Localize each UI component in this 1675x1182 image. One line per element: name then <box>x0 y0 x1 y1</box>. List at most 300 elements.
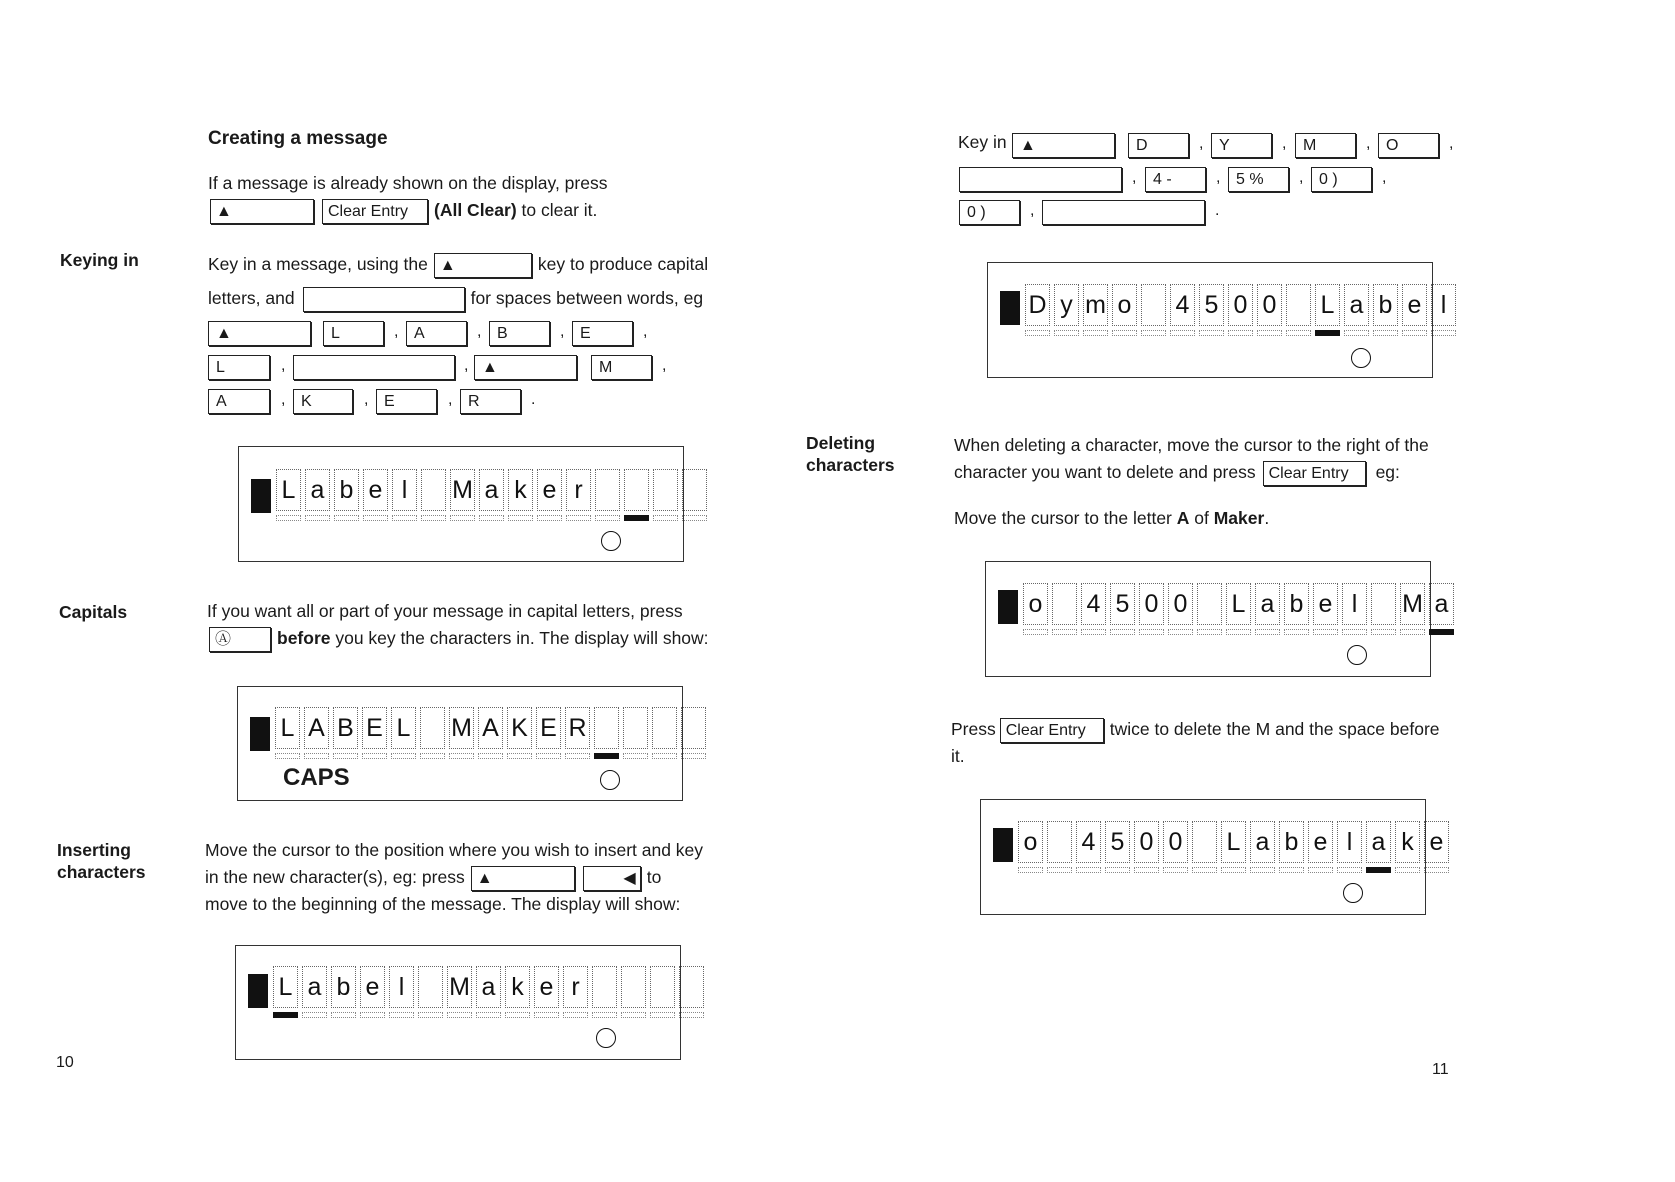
display-char <box>621 966 646 1008</box>
deleting-line1: When deleting a character, move the cursor to the right of the <box>954 435 1429 455</box>
cursor-slot <box>1110 629 1135 635</box>
lcd-display-1 <box>238 446 684 562</box>
cursor-row <box>275 753 706 759</box>
shift-key[interactable]: ▲ <box>434 253 532 278</box>
display-char: L <box>275 707 300 749</box>
cursor-slot <box>1141 330 1166 336</box>
cursor-slot <box>536 753 561 759</box>
cursor-slot <box>1250 867 1275 873</box>
circle-icon <box>596 1028 616 1048</box>
display-char: e <box>360 966 385 1008</box>
display-char <box>421 469 446 511</box>
seq-key-shift[interactable]: ▲ <box>1012 133 1115 158</box>
seq-key-o[interactable]: O <box>1378 133 1439 158</box>
cursor-slot <box>1047 867 1072 873</box>
display-char <box>1197 583 1222 625</box>
period: . <box>1215 202 1220 219</box>
cursor-slot <box>537 515 562 521</box>
deleting-heading-line2: characters <box>806 455 895 475</box>
seq-key-5[interactable]: 5 % <box>1228 167 1289 192</box>
cursor-row <box>1025 330 1456 336</box>
cursor-slot <box>1025 330 1050 336</box>
intro-text: If a message is already shown on the display, press <box>208 173 608 193</box>
display-char: b <box>1373 284 1398 326</box>
press-line <box>951 715 1440 744</box>
display-char: l <box>389 966 414 1008</box>
seq-key-y[interactable]: Y <box>1211 133 1272 158</box>
comma: , <box>477 323 482 340</box>
seq-key-e[interactable]: E <box>572 321 633 346</box>
display-char: l <box>1342 583 1367 625</box>
cursor-slot <box>592 1012 617 1018</box>
deleting-heading-line1: Deleting <box>806 433 876 453</box>
display-char: K <box>507 707 532 749</box>
cursor-slot <box>476 1012 501 1018</box>
cursor-slot <box>1344 330 1369 336</box>
cursor-slot <box>623 753 648 759</box>
cursor-slot <box>595 515 620 521</box>
display-char <box>653 469 678 511</box>
intro-suffix: to clear it. <box>516 200 598 220</box>
inserting-line2 <box>205 863 661 892</box>
display-char <box>595 469 620 511</box>
keying-in-heading: Keying in <box>60 250 139 270</box>
space-key[interactable] <box>303 287 465 312</box>
cursor-slot <box>276 515 301 521</box>
cursor-slot <box>1342 629 1367 635</box>
comma: , <box>364 391 369 408</box>
seq-key-0[interactable]: 0 ) <box>1311 167 1372 192</box>
display-char: 0 <box>1139 583 1164 625</box>
cursor-slot <box>1402 330 1427 336</box>
display-char: a <box>1344 284 1369 326</box>
display-char <box>679 966 704 1008</box>
cursor-slot <box>420 753 445 759</box>
cursor-slot <box>1076 867 1101 873</box>
clear-entry-key[interactable]: Clear Entry <box>1263 461 1366 486</box>
cursor-slot <box>1134 867 1159 873</box>
cursor-slot <box>392 515 417 521</box>
cursor-slot <box>1168 629 1193 635</box>
inserting-heading-line1: Inserting <box>57 840 131 860</box>
cursor-slot <box>478 753 503 759</box>
display-char: a <box>305 469 330 511</box>
cursor-slot <box>1163 867 1188 873</box>
period: . <box>531 391 536 408</box>
cursor-marker <box>1366 867 1391 873</box>
display-char: e <box>1308 821 1333 863</box>
display-char <box>418 966 443 1008</box>
seq-key-k[interactable]: K <box>293 389 353 414</box>
comma: , <box>662 357 667 374</box>
display-char: 0 <box>1163 821 1188 863</box>
display-char <box>624 469 649 511</box>
keying-line2 <box>208 284 703 313</box>
display-char: 5 <box>1199 284 1224 326</box>
deleting-line2-pre: character you want to delete and press <box>954 462 1256 482</box>
cursor-marker <box>594 753 619 759</box>
cursor-slot <box>1226 629 1251 635</box>
seq-key-e[interactable]: E <box>376 389 437 414</box>
keying-line1-post: key to produce capital <box>537 254 709 274</box>
cursor-row <box>273 1012 704 1018</box>
comma: , <box>1366 135 1371 152</box>
display-char: k <box>505 966 530 1008</box>
display-char <box>1286 284 1311 326</box>
comma: , <box>281 391 286 408</box>
seq-key-space[interactable] <box>293 355 455 380</box>
display-char <box>594 707 619 749</box>
keying-line1-pre: Key in a message, using the <box>208 254 428 274</box>
cursor-slot <box>389 1012 414 1018</box>
display-char: M <box>1400 583 1425 625</box>
cursor-slot <box>1284 629 1309 635</box>
all-clear-label: (All Clear) <box>434 200 517 220</box>
cursor-slot <box>1424 867 1449 873</box>
display-char: B <box>333 707 358 749</box>
display-char: 5 <box>1105 821 1130 863</box>
cursor-slot <box>305 515 330 521</box>
display-char: o <box>1023 583 1048 625</box>
comma: , <box>1299 169 1304 186</box>
comma: , <box>1132 169 1137 186</box>
display-char: 0 <box>1168 583 1193 625</box>
cursor-slot <box>1023 629 1048 635</box>
display-char: a <box>479 469 504 511</box>
clear-entry-key[interactable]: Clear Entry <box>1000 718 1104 743</box>
seq-key-b[interactable]: B <box>489 321 550 346</box>
cursor-slot <box>1431 330 1456 336</box>
display-char: A <box>304 707 329 749</box>
seq-key-shift[interactable]: ▲ <box>474 355 577 380</box>
cursor-slot <box>1279 867 1304 873</box>
cursor-slot <box>1081 629 1106 635</box>
capitals-line2-text: you key the characters in. The display will show: <box>330 628 709 648</box>
cursor-slot <box>621 1012 646 1018</box>
cursor-slot <box>391 753 416 759</box>
capitals-heading: Capitals <box>59 602 128 622</box>
letter-a: A <box>1176 508 1190 528</box>
display-char: k <box>508 469 533 511</box>
comma: , <box>1282 135 1287 152</box>
cursor-slot <box>1228 330 1253 336</box>
inserting-heading <box>57 839 146 883</box>
cursor-slot <box>534 1012 559 1018</box>
display-char: m <box>1083 284 1108 326</box>
display-char: 5 <box>1110 583 1135 625</box>
display-char: M <box>449 707 474 749</box>
cursor-left-key[interactable]: ◀ <box>583 866 641 891</box>
cursor-slot <box>304 753 329 759</box>
cursor-slot <box>1371 629 1396 635</box>
cursor-slot <box>682 515 707 521</box>
display-indicator <box>998 590 1018 624</box>
seq-key-a[interactable]: A <box>406 321 467 346</box>
cursor-slot <box>333 753 358 759</box>
maker-word: Maker <box>1213 508 1265 528</box>
display-char: 0 <box>1257 284 1282 326</box>
comma: , <box>464 357 469 374</box>
display-indicator <box>250 717 270 751</box>
cursor-slot <box>653 515 678 521</box>
caps-lock-key[interactable]: Ⓐ <box>209 627 271 652</box>
cursor-slot <box>566 515 591 521</box>
press-post: twice to delete the M and the space before <box>1109 719 1440 739</box>
cursor-slot <box>1286 330 1311 336</box>
cursor-slot <box>1199 330 1224 336</box>
display-char: l <box>392 469 417 511</box>
deleting-line3 <box>954 504 1269 533</box>
page-title: Creating a message <box>208 128 388 149</box>
display-char: l <box>1337 821 1362 863</box>
cursor-slot <box>450 515 475 521</box>
cursor-slot <box>650 1012 675 1018</box>
cursor-slot <box>447 1012 472 1018</box>
display-indicator <box>993 828 1013 862</box>
display-char: a <box>1250 821 1275 863</box>
cursor-slot <box>1255 629 1280 635</box>
display-char: E <box>362 707 387 749</box>
display-char <box>681 707 706 749</box>
cursor-slot <box>1373 330 1398 336</box>
display-char: M <box>447 966 472 1008</box>
display-char: a <box>1255 583 1280 625</box>
cursor-slot <box>1221 867 1246 873</box>
cursor-marker <box>1315 330 1340 336</box>
cursor-slot <box>1105 867 1130 873</box>
display-char: y <box>1054 284 1079 326</box>
cursor-row <box>1018 867 1449 873</box>
display-cells <box>1025 284 1456 326</box>
display-char: L <box>276 469 301 511</box>
comma: , <box>1216 169 1221 186</box>
lcd-display-5 <box>985 561 1449 677</box>
comma: , <box>394 323 399 340</box>
seq-key-r[interactable]: R <box>460 389 521 414</box>
press-line2: it. <box>951 746 965 766</box>
comma: , <box>560 323 565 340</box>
inserting-line2-post: to <box>646 867 662 887</box>
deleting-line2-post: eg: <box>1375 462 1400 482</box>
clear-entry-key[interactable]: Clear Entry <box>322 199 428 224</box>
cursor-slot <box>362 753 387 759</box>
display-char: 4 <box>1081 583 1106 625</box>
display-char: L <box>273 966 298 1008</box>
cursor-slot <box>1018 867 1043 873</box>
display-char: 0 <box>1134 821 1159 863</box>
keying-line2-pre: letters, and <box>208 288 295 308</box>
display-char: o <box>1112 284 1137 326</box>
display-char: e <box>1402 284 1427 326</box>
seq-key-d[interactable]: D <box>1128 133 1189 158</box>
cursor-slot <box>418 1012 443 1018</box>
display-char <box>1192 821 1217 863</box>
circle-icon <box>601 531 621 551</box>
display-char: r <box>566 469 591 511</box>
display-char: e <box>537 469 562 511</box>
display-char <box>623 707 648 749</box>
keying-line2-post: for spaces between words, eg <box>470 288 704 308</box>
display-char: L <box>1221 821 1246 863</box>
display-char <box>1047 821 1072 863</box>
cursor-slot <box>421 515 446 521</box>
cursor-slot <box>1257 330 1282 336</box>
seq-key-shift[interactable]: ▲ <box>208 321 311 346</box>
display-cells <box>1018 821 1449 863</box>
circle-icon <box>600 770 620 790</box>
display-char: 4 <box>1170 284 1195 326</box>
seq-key-space[interactable] <box>1042 200 1205 225</box>
deleting-line3-pre: Move the cursor to the letter <box>954 508 1172 528</box>
display-char: a <box>302 966 327 1008</box>
cursor-slot <box>360 1012 385 1018</box>
display-char: o <box>1018 821 1043 863</box>
cursor-marker <box>1429 629 1454 635</box>
lcd-display-6 <box>980 799 1444 915</box>
comma: , <box>448 391 453 408</box>
circle-icon <box>1347 645 1367 665</box>
display-cells <box>1023 583 1454 625</box>
cursor-slot <box>1400 629 1425 635</box>
page-number-left: 10 <box>56 1054 74 1071</box>
keyin-label: Key in <box>958 132 1007 152</box>
cursor-slot <box>1197 629 1222 635</box>
cursor-slot <box>1112 330 1137 336</box>
inserting-heading-line2: characters <box>57 862 146 882</box>
display-char: e <box>534 966 559 1008</box>
cursor-row <box>276 515 707 521</box>
display-char: R <box>565 707 590 749</box>
cursor-slot <box>508 515 533 521</box>
cursor-slot <box>331 1012 356 1018</box>
seq-key-0[interactable]: 0 ) <box>959 200 1020 225</box>
display-char <box>652 707 677 749</box>
shift-key[interactable]: ▲ <box>471 866 575 891</box>
display-char: b <box>334 469 359 511</box>
line3-end: . <box>1264 508 1270 528</box>
display-char: 0 <box>1228 284 1253 326</box>
display-char <box>650 966 675 1008</box>
display-char: a <box>1429 583 1454 625</box>
deleting-line2 <box>954 458 1400 487</box>
lcd-display-3 <box>235 945 681 1060</box>
display-char: e <box>1424 821 1449 863</box>
comma: , <box>1382 169 1387 186</box>
comma: , <box>643 323 648 340</box>
display-char: e <box>1313 583 1338 625</box>
cursor-slot <box>505 1012 530 1018</box>
cursor-slot <box>479 515 504 521</box>
display-char: b <box>1279 821 1304 863</box>
cursor-slot <box>334 515 359 521</box>
cursor-slot <box>565 753 590 759</box>
cursor-slot <box>652 753 677 759</box>
seq-key-l[interactable]: L <box>323 321 384 346</box>
seq-key-m[interactable]: M <box>591 355 652 380</box>
seq-key-space[interactable] <box>959 167 1122 192</box>
display-char <box>420 707 445 749</box>
display-char: 4 <box>1076 821 1101 863</box>
cursor-slot <box>1308 867 1333 873</box>
deleting-heading <box>806 432 895 476</box>
display-char <box>1052 583 1077 625</box>
display-char: a <box>1366 821 1391 863</box>
cursor-slot <box>679 1012 704 1018</box>
display-char: b <box>331 966 356 1008</box>
display-char: E <box>536 707 561 749</box>
capitals-line2 <box>207 624 709 653</box>
cursor-slot <box>1337 867 1362 873</box>
lcd-display-4 <box>987 262 1447 378</box>
display-char: M <box>450 469 475 511</box>
inserting-line3: move to the beginning of the message. The display will show: <box>205 894 681 914</box>
inserting-line2-pre: in the new character(s), eg: press <box>205 867 465 887</box>
display-char: L <box>391 707 416 749</box>
display-char <box>1371 583 1396 625</box>
cursor-slot <box>363 515 388 521</box>
keying-line1 <box>208 250 708 279</box>
capitals-line1: If you want all or part of your message in capital letters, press <box>207 601 683 621</box>
cursor-slot <box>1192 867 1217 873</box>
cursor-slot <box>1395 867 1420 873</box>
press-pre: Press <box>951 719 996 739</box>
display-cells <box>275 707 706 749</box>
comma: , <box>1030 202 1035 219</box>
cursor-slot <box>1170 330 1195 336</box>
display-indicator <box>251 479 271 513</box>
display-char: e <box>363 469 388 511</box>
shift-key[interactable]: ▲ <box>210 199 314 224</box>
cursor-slot <box>1083 330 1108 336</box>
comma: , <box>1199 135 1204 152</box>
caps-indicator: CAPS <box>283 764 350 791</box>
lcd-display-2 <box>237 686 683 801</box>
seq-key-m[interactable]: M <box>1295 133 1356 158</box>
display-cells <box>273 966 704 1008</box>
cursor-marker <box>273 1012 298 1018</box>
display-char: A <box>478 707 503 749</box>
cursor-slot <box>302 1012 327 1018</box>
seq-key-4[interactable]: 4 - <box>1145 167 1206 192</box>
of-word: of <box>1189 508 1214 528</box>
comma: , <box>281 357 286 374</box>
before-word: before <box>277 628 331 648</box>
display-char: L <box>1315 284 1340 326</box>
circle-icon <box>1351 348 1371 368</box>
inserting-line1: Move the cursor to the position where you wish to insert and key <box>205 840 704 860</box>
display-char: k <box>1395 821 1420 863</box>
cursor-slot <box>563 1012 588 1018</box>
display-char: D <box>1025 284 1050 326</box>
seq-key-a[interactable]: A <box>208 389 270 414</box>
display-char: a <box>476 966 501 1008</box>
display-char <box>592 966 617 1008</box>
cursor-slot <box>1139 629 1164 635</box>
seq-key-l[interactable]: L <box>208 355 270 380</box>
display-char <box>1141 284 1166 326</box>
display-char: l <box>1431 284 1456 326</box>
intro-line2 <box>208 196 597 225</box>
page-number-right: 11 <box>1432 1061 1449 1078</box>
display-indicator <box>248 974 268 1008</box>
cursor-slot <box>1313 629 1338 635</box>
display-cells <box>276 469 707 511</box>
display-char: b <box>1284 583 1309 625</box>
display-char: L <box>1226 583 1251 625</box>
cursor-marker <box>624 515 649 521</box>
cursor-slot <box>1052 629 1077 635</box>
cursor-row <box>1023 629 1454 635</box>
